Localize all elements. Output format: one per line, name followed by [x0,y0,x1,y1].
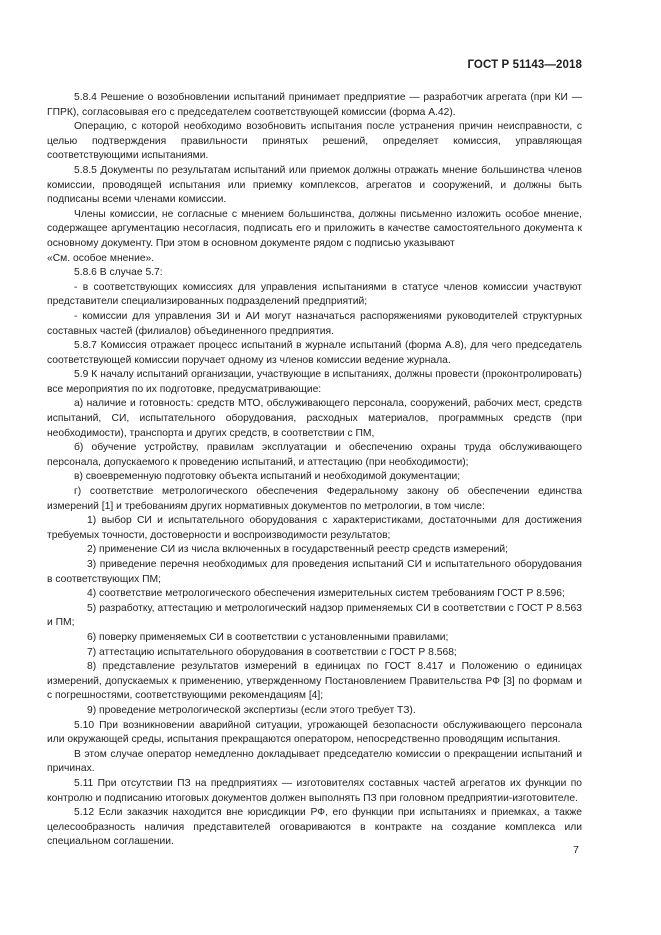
document-body [47,91,582,850]
body-paragraph: 5.8.5 Документы по результатам испытаний или приемок должны отражать мнение большинства членов комиссии, проводящей испытания или приемку комплексов, агрегатов и сооружений, и должны быть подписаны всеми членами комиссии. [47,164,582,206]
body-paragraph: 5.10 При возникновении аварийной ситуации, угрожающей безопасности обслуживающего персонала или окружающей среды, испытания прекращаются оператором, непосредственно проводящим испытания. [47,719,582,746]
body-paragraph: 8) представление результатов измерений в единицах по ГОСТ 8.417 и Положению о единицах измерений, допускаемых к применению, утвержденному Постановлением Правительства РФ [3] по формам и с погрешностями, соответствующими рекомендациям [4]; [47,661,582,702]
body-paragraph: 9) проведение метрологической экспертизы (если этого требует ТЗ). [87,704,416,716]
body-paragraph: В этом случае оператор немедленно докладывает председателю комиссии о прекращении испытаний и причинах. [47,748,582,775]
body-paragraph: б) обучение устройству, правилам эксплуатации и обеспечению охраны труда обслуживающего персонала, допускаемого к проведению испытаний, и аттестацию (при необходимости); [47,442,582,468]
body-paragraph: 5.11 При отсутствии ПЗ на предприятиях — изготовителях составных частей агрегатов их функции по контролю и подписанию итоговых документов должен выполнять ПЗ при головном предприятии-изготовителе. [47,777,582,804]
body-paragraph: 5.8.4 Решение о возобновлении испытаний принимает предприятие — разработчик агрегата (при КИ — ГПРК), согласовывая его с председателем соответствующей комиссии (форма А.42). [47,92,582,118]
body-paragraph: - комиссии для управления ЗИ и АИ могут назначаться распоряжениями руководителей структурных составных частей (филиалов) объединенного предприятия. [47,310,582,337]
body-paragraph: 5.9 К началу испытаний организации, участвующие в испытаниях, должны провести (проконтролировать) все мероприятия по их подготовке, предусматривающие: [47,369,582,395]
body-paragraph: 7) аттестацию испытательного оборудования в соответствии с ГОСТ Р 8.568; [87,646,457,658]
body-paragraph: 2) применение СИ из числа включенных в государственный реестр средств измерений; [87,544,509,556]
body-paragraph: 3) приведение перечня необходимых для проведения испытаний СИ и испытательного оборудования в соответствующих ПМ; [47,559,582,585]
body-paragraph: 6) поверку применяемых СИ в соответствии с установленными правилами; [87,631,449,643]
document-code-header: ГОСТ Р 51143—2018 [467,59,582,71]
body-paragraph: 1) выбор СИ и испытательного оборудования с характеристиками, достаточными для достижения требуемых точности, достоверности и воспроизводимости результатов; [47,515,582,541]
body-paragraph: 5.12 Если заказчик находится вне юрисдикции РФ, его функции при испытаниях и приемках, а также целесообразность наличия представителей оговариваются в контракте на создание комплекса или специальном соглашении. [47,807,582,848]
body-paragraph: Члены комиссии, не согласные с мнением большинства, должны письменно изложить особое мнение, содержащее аргументацию несогласия, подписать его и приложить в качестве самостоятельного документа к основному документу. При этом в основном документе рядом с подписью указывают [47,208,582,249]
body-paragraph: Операцию, с которой необходимо возобновить испытания после устранения причин неисправности, с целью подтверждения правильности принятых решений, определяет комиссия, управляющая соответствующими испытаниями. [47,121,582,162]
body-paragraph: в) своевременную подготовку объекта испытаний и необходимой документации; [74,471,461,483]
body-paragraph: - в соответствующих комиссиях для управления испытаниями в статусе членов комиссии участвуют представители специализированных подразделений предприятий; [47,281,582,308]
body-paragraph: 5.8.6 В случае 5.7: [74,267,163,279]
body-paragraph: 5.8.7 Комиссия отражает процесс испытаний в журнале испытаний (форма А.8), для чего председатель соответствующей комиссии поручает одному из членов комиссии ведение журнала. [47,340,582,366]
body-paragraph: «См. особое мнение». [47,252,155,264]
body-paragraph: г) соответствие метрологического обеспечения Федеральному закону об обеспечении единства измерений [1] и требованиям других нормативных документов по метрологии, в том числе: [47,486,582,512]
body-paragraph: а) наличие и готовность: средств МТО, обслуживающего персонала, сооружений, рабочих мест, средств испытаний, СИ, испытательного оборудования, расходных материалов, программных средств (при необходимости), транспорта и других средств, в соответствии с ПМ, [47,398,582,439]
body-paragraph: 4) соответствие метрологического обеспечения измерительных систем требованиям ГОСТ Р 8.596; [87,588,565,600]
body-paragraph: 5) разработку, аттестацию и метрологический надзор применяемых СИ в соответствии с ГОСТ Р 8.563 и ПМ; [47,602,582,629]
page-number: 7 [573,844,579,856]
